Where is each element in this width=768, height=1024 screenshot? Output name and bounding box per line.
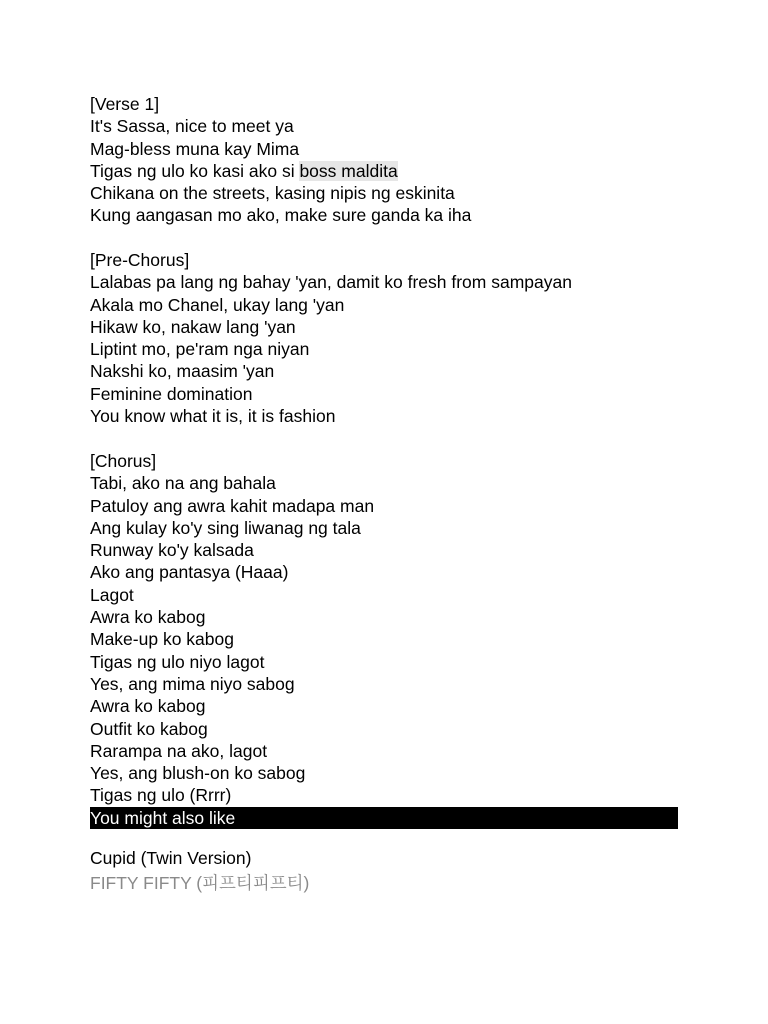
lyric-line: Tabi, ako na ang bahala [90, 473, 276, 494]
lyric-line: You know what it is, it is fashion [90, 406, 336, 427]
lyric-line: Lalabas pa lang ng bahay 'yan, damit ko fresh from sampayan [90, 272, 572, 293]
lyric-line: Ako ang pantasya (Haaa) [90, 562, 289, 583]
pre-chorus-section [90, 249, 572, 427]
chorus-section [90, 450, 374, 807]
lyric-line: Rarampa na ako, lagot [90, 740, 268, 761]
lyric-line: Mag-bless muna kay Mima [90, 138, 300, 159]
recommended-song-title[interactable]: Cupid (Twin Version) [90, 848, 252, 868]
lyric-line: Yes, ang blush-on ko sabog [90, 763, 306, 784]
lyric-line: Hikaw ko, nakaw lang 'yan [90, 316, 296, 337]
lyric-line: Runway ko'y kalsada [90, 540, 254, 561]
highlighted-phrase[interactable]: boss maldita [299, 160, 398, 181]
section-heading: [Pre-Chorus] [90, 250, 190, 270]
lyric-line: Tigas ng ulo (Rrrr) [90, 785, 232, 806]
lyric-line: Make-up ko kabog [90, 629, 234, 650]
section-heading: [Chorus] [90, 451, 157, 471]
lyric-line: Outfit ko kabog [90, 718, 208, 739]
lyric-line: Kung aangasan mo ako, make sure ganda ka iha [90, 205, 472, 226]
lyric-line-highlighted [90, 160, 471, 182]
you-might-also-like-banner: You might also like [90, 807, 678, 829]
lyric-line: Chikana on the streets, kasing nipis ng eskinita [90, 183, 455, 204]
lyric-text: Tigas ng ulo ko kasi ako si [90, 160, 300, 181]
lyric-line: Tigas ng ulo niyo lagot [90, 651, 265, 672]
lyric-line: Awra ko kabog [90, 607, 206, 628]
lyric-line: Patuloy ang awra kahit madapa man [90, 495, 375, 516]
lyric-line: Nakshi ko, maasim 'yan [90, 361, 275, 382]
lyric-line: Liptint mo, pe'ram nga niyan [90, 339, 310, 360]
lyric-line: Akala mo Chanel, ukay lang 'yan [90, 294, 345, 315]
recommended-song-artist[interactable]: FIFTY FIFTY (피프티피프티) [90, 873, 310, 893]
lyric-line: Feminine domination [90, 383, 253, 404]
lyric-line: It's Sassa, nice to meet ya [90, 116, 294, 137]
lyric-line: Ang kulay ko'y sing liwanag ng tala [90, 517, 361, 538]
lyric-line: Lagot [90, 584, 134, 605]
lyric-line: Yes, ang mima niyo sabog [90, 673, 295, 694]
section-heading: [Verse 1] [90, 94, 160, 114]
verse-1-section [90, 93, 471, 227]
lyric-line: Awra ko kabog [90, 696, 206, 717]
